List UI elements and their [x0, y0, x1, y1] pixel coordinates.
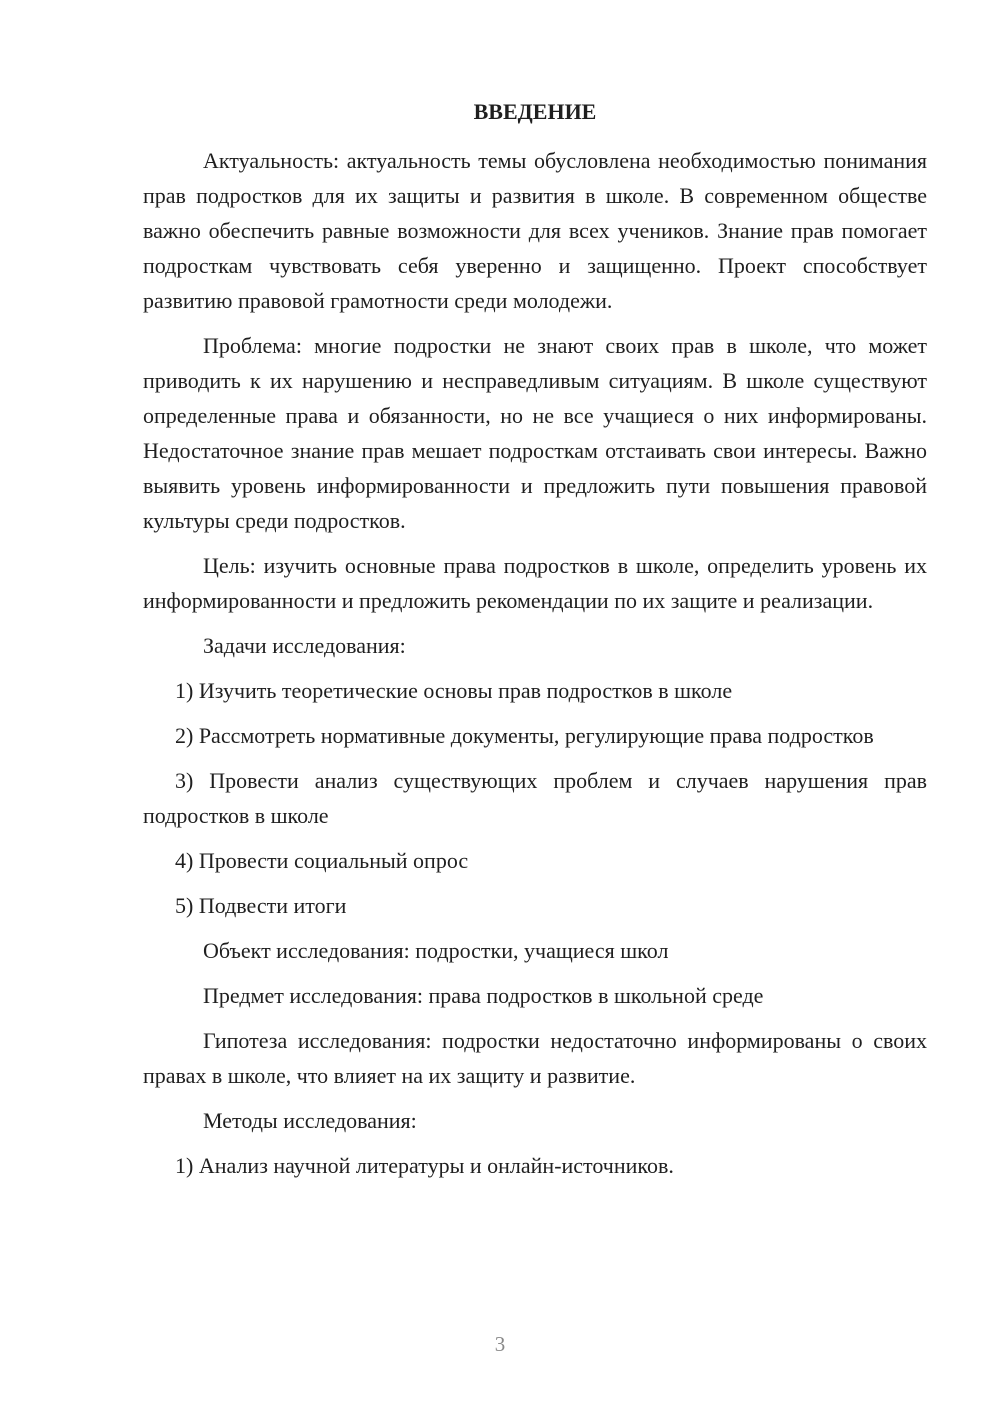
- task-item-3: 3) Провести анализ существующих проблем и случаев нарушения прав подростков в школе: [143, 768, 927, 828]
- task-item-1: 1) Изучить теоретические основы прав подростков в школе: [175, 678, 733, 703]
- task-item-4: 4) Провести социальный опрос: [175, 848, 469, 873]
- paragraph-methods-heading: Методы исследования:: [203, 1108, 417, 1133]
- method-item-1: 1) Анализ научной литературы и онлайн-источников.: [175, 1153, 674, 1178]
- paragraph-tasks-heading: Задачи исследования:: [203, 633, 406, 658]
- document-page: [143, 94, 927, 1193]
- paragraph-subject: Предмет исследования: права подростков в школьной среде: [203, 983, 764, 1008]
- paragraph-object: Объект исследования: подростки, учащиеся школ: [203, 938, 669, 963]
- paragraph-relevance: Актуальность: актуальность темы обусловлена необходимостью понимания прав подростков для их защиты и развития в школе. В современном обществе важно обеспечить равные возможности для всех учеников. Знание прав помогает подросткам чувствовать себя уверенно и защищенно. Проект способствует развитию правовой грамотности среди молодежи.: [143, 148, 927, 313]
- paragraph-goal: Цель: изучить основные права подростков в школе, определить уровень их информированности и предложить рекомендации по их защите и реализации.: [143, 553, 927, 613]
- paragraph-hypothesis: Гипотеза исследования: подростки недостаточно информированы о своих правах в школе, что влияет на их защиту и развитие.: [143, 1028, 927, 1088]
- section-title: ВВЕДЕНИЕ: [473, 99, 597, 124]
- task-item-5: 5) Подвести итоги: [175, 893, 347, 918]
- page-number: 3: [494, 1332, 506, 1356]
- paragraph-problem: Проблема: многие подростки не знают своих прав в школе, что может приводить к их нарушению и несправедливым ситуациям. В школе существуют определенные права и обязанности, но не все учащиеся о них информированы. Недостаточное знание прав мешает подросткам отстаивать свои интересы. Важно выявить уровень информированности и предложить пути повышения правовой культуры среди подростков.: [143, 333, 927, 533]
- task-item-2: 2) Рассмотреть нормативные документы, регулирующие права подростков: [175, 723, 874, 748]
